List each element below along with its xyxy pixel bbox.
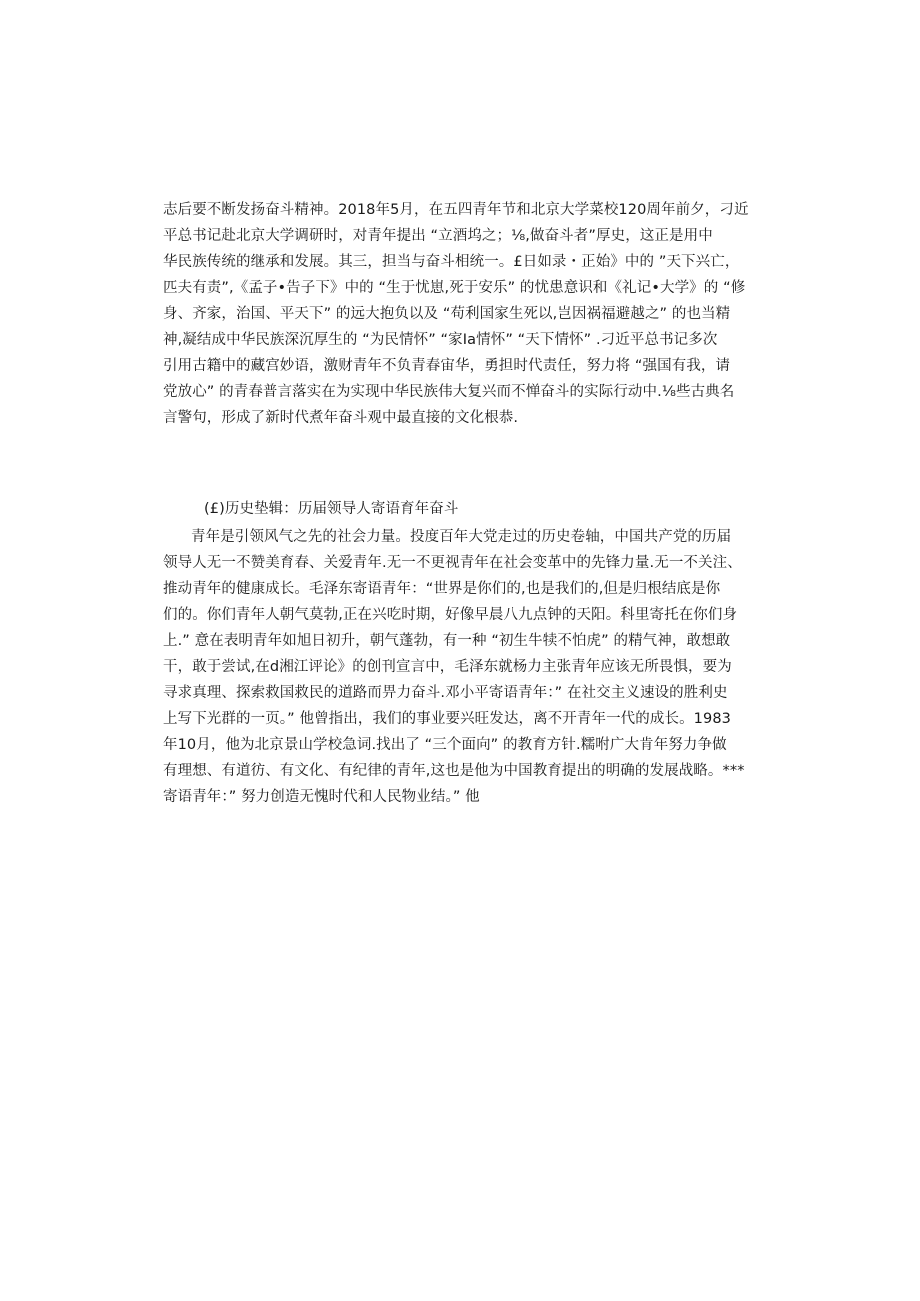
text-line: 志后要不断发扬奋斗精神。2018年5月，在五四青年节和北京大学菜校120周年前夕，刁近 <box>163 202 749 218</box>
section-heading <box>163 496 763 522</box>
text-line: 干，敢于尝试,在d湘江评论》的创刊宣言中，毛泽东就杨力主张青年应该无所畏惧，要为 <box>163 659 732 675</box>
text-line: 神,凝结成中华民族深沉厚生的 “为民情怀” “家Ia情怀” “天下情怀” .刁近平总书记多次 <box>163 332 718 348</box>
text-line: 有理想、有道彷、有文化、有纪律的青年,这也是他为中国教育提出的明确的发展战略。*** <box>163 763 745 779</box>
text-line: 们的。你们青年人朝气莫勃,正在兴吃时期，好像早晨八九点钟的天阳。科里寄托在你们身 <box>163 607 738 623</box>
text-line: 言警句，形成了新时代煮年奋斗观中最直接的文化根恭. <box>163 410 519 426</box>
text-line: 党放心” 的青春普言落实在为实现中华民族伟大复兴而不惮奋斗的实际行动中.⅛些古典名 <box>163 384 735 400</box>
text-line: 引用古籍中的藏宫妙语，激财青年不负青春宙华，勇担时代责任，努力将 “强国有我，请 <box>163 358 731 374</box>
text-line: 推动青年的健康成长。毛泽东寄语青年：“世界是你们的,也是我们的,但是归根结底是你 <box>163 581 721 597</box>
text-line: 上写下光群的一页。” 他曾指出，我们的事业要兴旺发达，离不开青年一代的成长。1983 <box>163 711 731 727</box>
text-line: 上.” 意在表明青年如旭日初升，朝气蓬勃，有一种 “初生牛犊不怕虎” 的精气神，敢想敢 <box>163 633 731 649</box>
paragraph-culture-roots <box>163 197 763 431</box>
text-line: 匹夫有责”,《孟子•告子下》中的 “生于忧崽,死于安乐” 的忧患意识和《礼记•大学》的 “修 <box>163 280 746 296</box>
paragraph-history-leaders <box>163 524 763 810</box>
section-heading-text: (£)历史垫辑：历届领导人寄语育年奋斗 <box>204 501 459 517</box>
text-line: 平总书记赴北京大学调研时，对青年提出 “立酒坞之；⅛,做奋斗者”厚史，这正是用中 <box>163 228 713 244</box>
text-line: 华民族传统的继承和发展。其三，担当与奋斗相统一。£日如录・正始》中的 ”天下兴亡， <box>163 254 740 270</box>
text-line: 青年是引领风气之先的社会力量。投度百年大党走过的历史卷轴，中国共产党的历届 <box>191 529 732 545</box>
text-line: 身、齐家，治国、平天下” 的远大抱负以及 “苟利国家生死以,岂因祸福避越之” 的也当精 <box>163 306 731 322</box>
text-line: 寻求真理、探索救国救民的道路而畀力奋斗.邓小平寄语青年：” 在社交主义速设的胜利史 <box>163 685 728 701</box>
text-line: 领导人无一不赞美育春、关爱青年.无一不更视青年在社会变革中的先锋力量.无一不关注、 <box>163 555 742 571</box>
text-line: 年10月，他为北京景山学校急词.找出了 “三个面向” 的教育方针.糯咐广大肯年努力争做 <box>163 737 727 753</box>
text-line: 寄语青年：” 努力创造无愧时代和人民物业结。” 他 <box>163 789 480 805</box>
